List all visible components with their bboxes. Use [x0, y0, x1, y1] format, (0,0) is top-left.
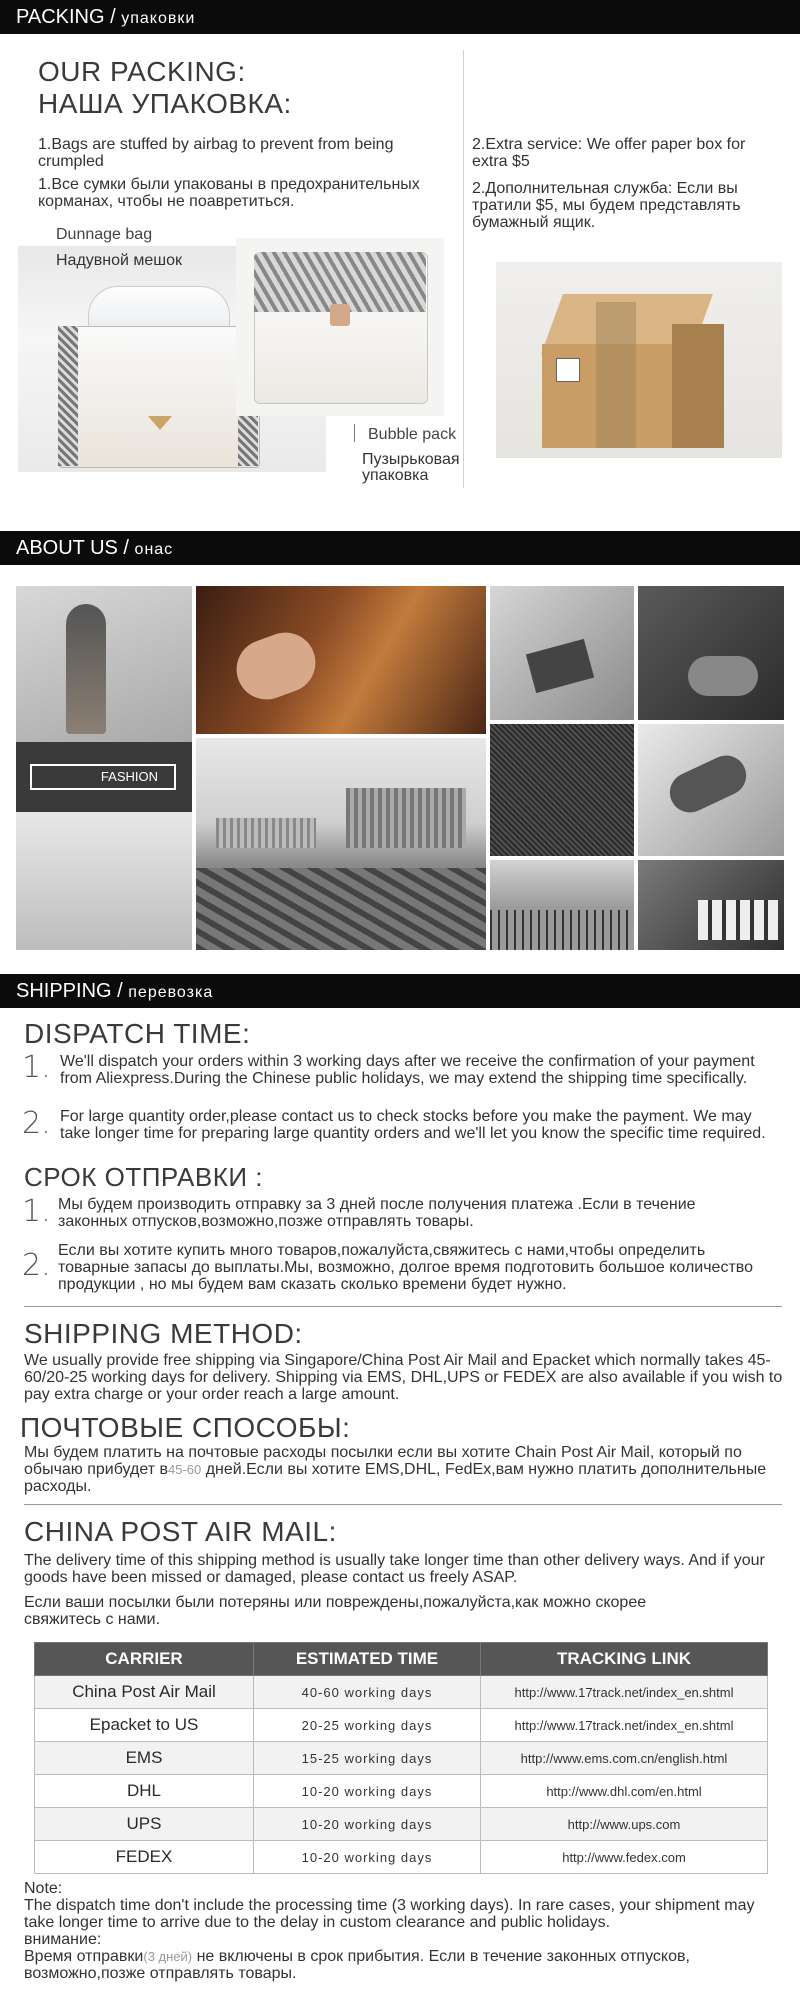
note-ru-a: Время отправки	[24, 1948, 144, 1965]
tracking-link[interactable]: http://www.dhl.com/en.html	[481, 1775, 768, 1808]
table-row	[35, 1775, 768, 1808]
bubble-label-ru: Пузырьковая упаковка	[362, 451, 460, 484]
shipping-section-bar	[0, 974, 800, 1008]
china-post-title: CHINA POST AIR MAIL:	[24, 1516, 337, 1547]
leather-photo	[196, 586, 486, 734]
pochta-text	[24, 1444, 784, 1495]
table-row	[35, 1808, 768, 1841]
craft-photo-3	[638, 724, 784, 856]
srok-num-1: 1.	[22, 1194, 51, 1229]
srok-title: СРОК ОТПРАВКИ :	[24, 1162, 263, 1192]
pochta-text-a: Мы будем платить на почтовые расходы посылки если вы хотите Chain Post Air Mail, который по обычаю прибудет в	[24, 1444, 742, 1478]
note-text: The dispatch time don't include the processing time (3 working days). In rare cases, your shipment may take longer time to arrive due to the delay in custom clearance and public holidays.	[24, 1897, 755, 1931]
dispatch-item-2: For large quantity order,please contact us to check stocks before you make the payment. We may take longer time for preparing large quantity orders and we'll let you know the specific time required.	[60, 1108, 766, 1142]
table-row	[35, 1742, 768, 1775]
china-post-text-ru: Если ваши посылки были потеряны или повреждены,пожалуйста,как можно скорее свяжитесь с нами.	[24, 1594, 647, 1628]
note-label-ru: внимание:	[24, 1931, 102, 1948]
china-post-text: The delivery time of this shipping method is usually take longer time than other delivery ways. And if your goods have been missed or damaged, please contact us freely ASAP.	[24, 1552, 765, 1586]
bubble-label-en: Bubble pack	[368, 426, 457, 443]
carrier-cell: DHL	[35, 1775, 254, 1808]
pochta-text-b: дней.Если вы хотите EMS,DHL, FedEx,вам нужно платить дополнительные расходы.	[24, 1461, 767, 1495]
tracking-link[interactable]: http://www.fedex.com	[481, 1841, 768, 1874]
fashion-label: FASHION	[30, 764, 176, 790]
note-label: Note:	[24, 1880, 63, 1897]
packing-bar-title: PACKING /	[16, 6, 122, 28]
shipping-bar-subtitle: перевозка	[128, 984, 214, 1001]
time-cell: 10-20 working days	[254, 1808, 481, 1841]
time-cell: 10-20 working days	[254, 1841, 481, 1874]
carrier-cell: China Post Air Mail	[35, 1676, 254, 1709]
time-cell: 40-60 working days	[254, 1676, 481, 1709]
factory-building-photo	[196, 738, 486, 950]
dispatch-item-1: We'll dispatch your orders within 3 working days after we receive the confirmation of your payment from Aliexpress.During the Chinese public holidays, we may extend the shipping time specifically.	[60, 1053, 755, 1087]
bubble-pack-photo	[236, 238, 444, 416]
workshop-photo	[638, 860, 784, 950]
about-section-bar	[0, 531, 800, 565]
dispatch-num-1: 1.	[22, 1050, 51, 1085]
note-text-ru	[24, 1948, 784, 1982]
paper-box-photo	[496, 262, 782, 458]
shipping-method-text: We usually provide free shipping via Singapore/China Post Air Mail and Epacket which normally takes 45-60/20-25 working days for delivery. Shipping via EMS, DHL,UPS or FEDEX are also available if you wish to pay extra charge or your order reach a large amount.	[24, 1352, 783, 1403]
note-ru-days: (3 дней)	[143, 1949, 193, 1964]
shipping-separator-2	[24, 1504, 782, 1505]
carrier-table-header	[35, 1643, 768, 1676]
table-row	[35, 1676, 768, 1709]
carrier-cell: UPS	[35, 1808, 254, 1841]
header-carrier: CARRIER	[35, 1643, 254, 1676]
table-row	[35, 1709, 768, 1742]
carrier-cell: Epacket to US	[35, 1709, 254, 1742]
packing-heading	[38, 56, 292, 120]
tracking-link[interactable]: http://www.ups.com	[481, 1808, 768, 1841]
packing-item-2-ru: 2.Дополнительная служба: Если вы тратили $5, мы будем представлять бумажный ящик.	[472, 180, 741, 231]
dispatch-num-2: 2.	[22, 1106, 51, 1141]
time-cell: 15-25 working days	[254, 1742, 481, 1775]
dunnage-label-ru: Надувной мешок	[56, 252, 183, 269]
note-ru-b: не включены в срок прибытия. Если в течение законных отпусков, возможно,позже отправлять товары.	[24, 1948, 690, 1982]
tracking-link[interactable]: http://www.17track.net/index_en.shtml	[481, 1709, 768, 1742]
about-bar-subtitle: онас	[134, 541, 174, 558]
bubble-pointer-line	[354, 424, 355, 442]
packing-divider	[463, 50, 464, 488]
dunnage-label-en: Dunnage bag	[56, 226, 153, 243]
srok-num-2: 2.	[22, 1248, 51, 1283]
shipping-separator-1	[24, 1306, 782, 1307]
harbor-photo	[490, 860, 634, 950]
srok-item-2: Если вы хотите купить много товаров,пожалуйста,свяжитесь с нами,чтобы определить товарные запасы до выплаты.Мы, возможно, долгое время подготовить большое количество продукции , но мы будем вам сказать сколько времени будет нужно.	[58, 1242, 753, 1293]
pochta-title: ПОЧТОВЫЕ СПОСОБЫ:	[20, 1412, 351, 1443]
packing-item-2-en: 2.Extra service: We offer paper box for extra $5	[472, 136, 746, 170]
tracking-link[interactable]: http://www.17track.net/index_en.shtml	[481, 1676, 768, 1709]
packing-heading-ru: НАША УПАКОВКА:	[38, 88, 292, 119]
craft-photo-2	[638, 586, 784, 720]
header-estimated-time: ESTIMATED TIME	[254, 1643, 481, 1676]
packing-bar-subtitle: упаковки	[121, 10, 196, 27]
tracking-link[interactable]: http://www.ems.com.cn/english.html	[481, 1742, 768, 1775]
shipping-method-title: SHIPPING METHOD:	[24, 1318, 303, 1349]
texture-photo	[490, 724, 634, 856]
time-cell: 10-20 working days	[254, 1775, 481, 1808]
time-cell: 20-25 working days	[254, 1709, 481, 1742]
about-bar-title: ABOUT US /	[16, 537, 135, 559]
about-collage	[16, 586, 784, 950]
carrier-cell: EMS	[35, 1742, 254, 1775]
packing-item-1-ru: 1.Все сумки были упакованы в предохранительных корманах, чтобы не поавретиться.	[38, 176, 420, 210]
packing-section-bar	[0, 0, 800, 34]
craft-photo-1	[490, 586, 634, 720]
header-tracking-link: TRACKING LINK	[481, 1643, 768, 1676]
carrier-table	[34, 1642, 768, 1874]
carrier-cell: FEDEX	[35, 1841, 254, 1874]
packing-heading-en: OUR PACKING:	[38, 56, 246, 87]
srok-item-1: Мы будем производить отправку за 3 дней после получения платежа .Если в течение законных отпусков,возможно,позже отправлять товары.	[58, 1196, 696, 1230]
note-block	[24, 1880, 784, 1982]
shipping-bar-title: SHIPPING /	[16, 980, 129, 1002]
packing-item-1-en: 1.Bags are stuffed by airbag to prevent from being crumpled	[38, 136, 394, 170]
pochta-text-days: 45-60	[168, 1462, 202, 1477]
dispatch-time-title: DISPATCH TIME:	[24, 1018, 251, 1049]
table-row	[35, 1841, 768, 1874]
